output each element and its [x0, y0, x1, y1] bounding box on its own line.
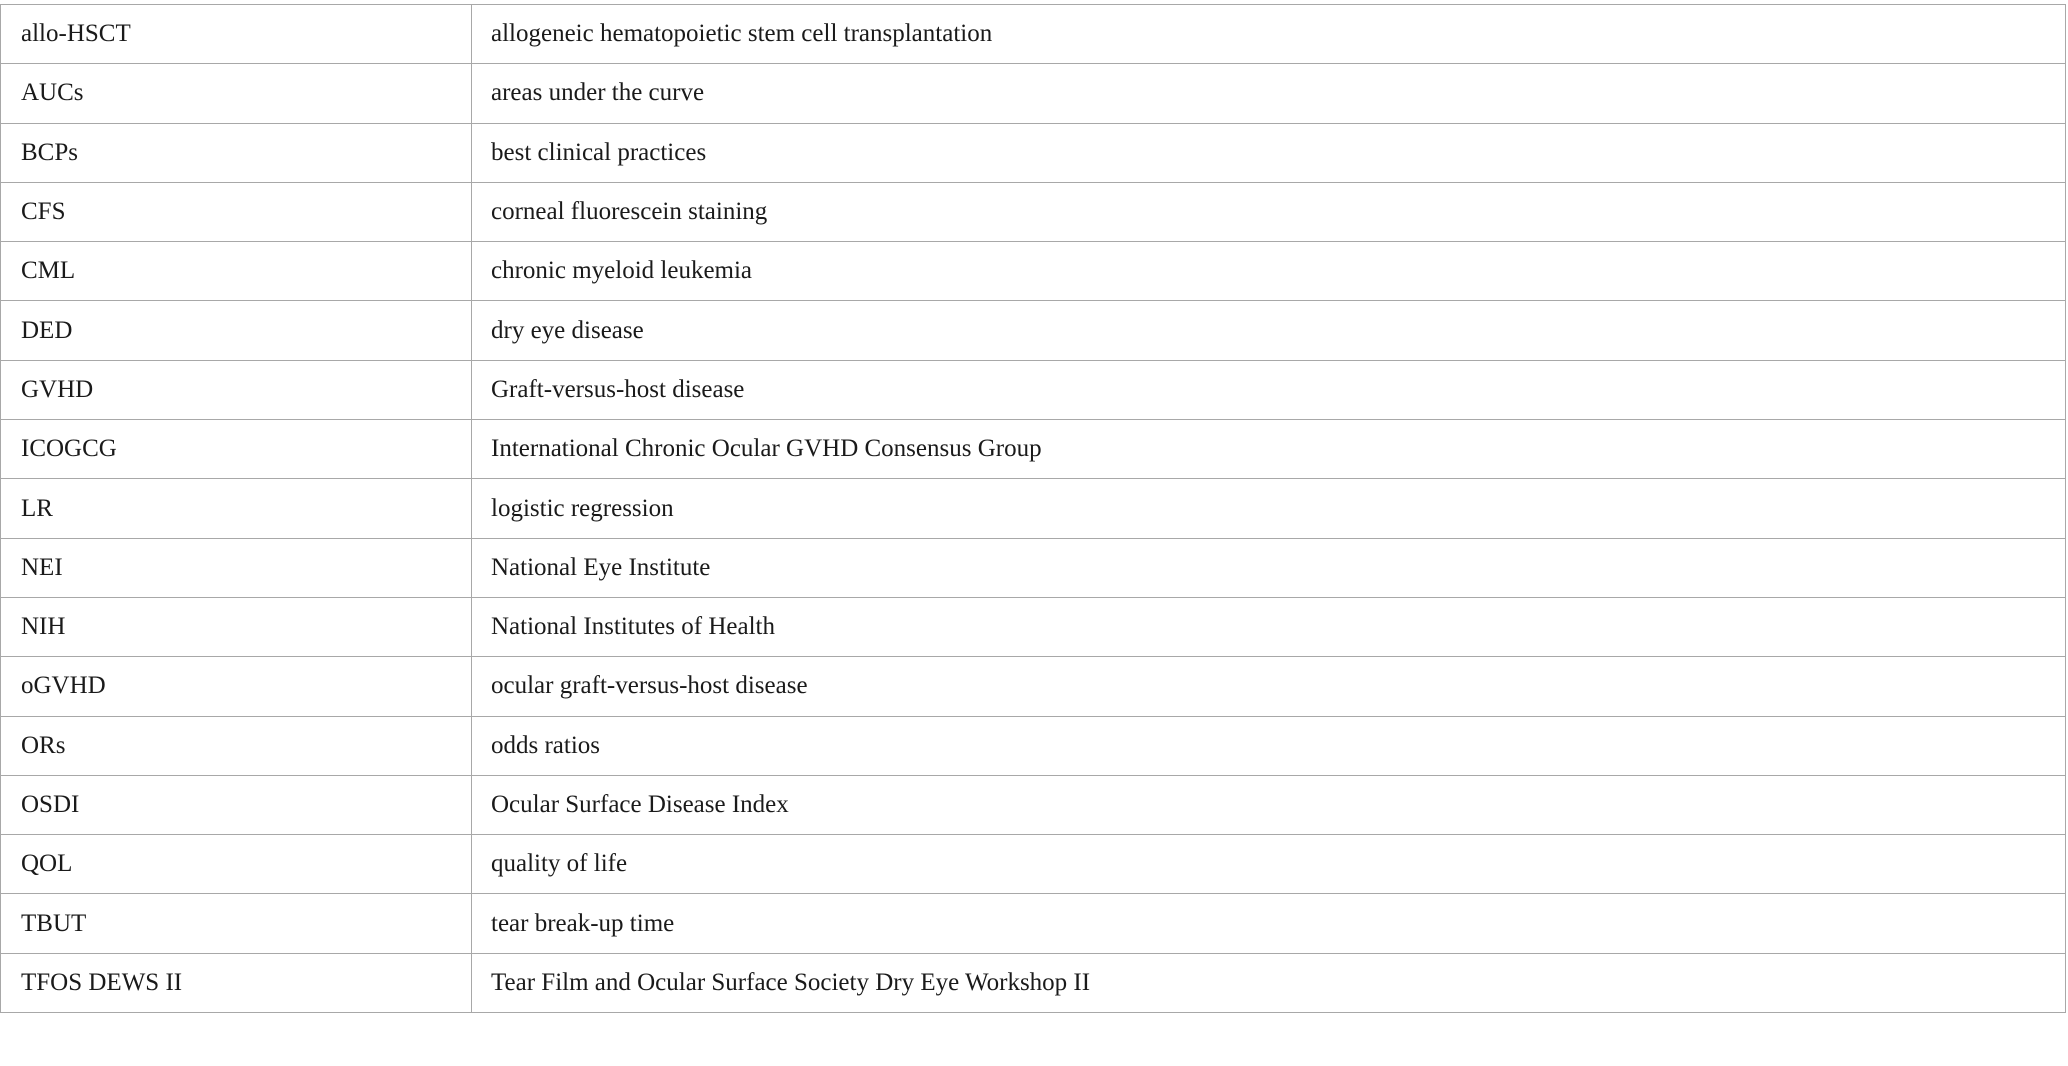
table-row — [1, 953, 2066, 1012]
abbreviation-cell: ICOGCG — [1, 420, 472, 479]
abbreviation-cell: BCPs — [1, 123, 472, 182]
table-row — [1, 894, 2066, 953]
table-row — [1, 597, 2066, 656]
table-row — [1, 242, 2066, 301]
table-row — [1, 657, 2066, 716]
abbreviation-cell: DED — [1, 301, 472, 360]
abbreviation-cell: NIH — [1, 597, 472, 656]
definition-cell: corneal fluorescein staining — [472, 182, 2066, 241]
table-row — [1, 123, 2066, 182]
abbreviation-cell: GVHD — [1, 360, 472, 419]
definition-cell: Graft-versus-host disease — [472, 360, 2066, 419]
abbreviation-cell: CFS — [1, 182, 472, 241]
table-row — [1, 420, 2066, 479]
definition-cell: areas under the curve — [472, 64, 2066, 123]
abbreviation-cell: OSDI — [1, 775, 472, 834]
table-row — [1, 182, 2066, 241]
abbreviation-cell: NEI — [1, 538, 472, 597]
table-row — [1, 479, 2066, 538]
definition-cell: dry eye disease — [472, 301, 2066, 360]
abbreviation-cell: oGVHD — [1, 657, 472, 716]
definition-cell: ocular graft-versus-host disease — [472, 657, 2066, 716]
abbreviation-cell: TFOS DEWS II — [1, 953, 472, 1012]
definition-cell: logistic regression — [472, 479, 2066, 538]
table-row — [1, 716, 2066, 775]
abbreviation-cell: TBUT — [1, 894, 472, 953]
definition-cell: Tear Film and Ocular Surface Society Dry Eye Workshop II — [472, 953, 2066, 1012]
definition-cell: best clinical practices — [472, 123, 2066, 182]
abbreviation-cell: LR — [1, 479, 472, 538]
definition-cell: quality of life — [472, 835, 2066, 894]
definition-cell: International Chronic Ocular GVHD Consensus Group — [472, 420, 2066, 479]
table-row — [1, 538, 2066, 597]
table-row — [1, 360, 2066, 419]
abbreviation-cell: allo-HSCT — [1, 5, 472, 64]
table-row — [1, 775, 2066, 834]
table-row — [1, 301, 2066, 360]
abbreviation-cell: CML — [1, 242, 472, 301]
abbreviation-cell: ORs — [1, 716, 472, 775]
table-row — [1, 64, 2066, 123]
definition-cell: chronic myeloid leukemia — [472, 242, 2066, 301]
definition-cell: Ocular Surface Disease Index — [472, 775, 2066, 834]
definition-cell: National Institutes of Health — [472, 597, 2066, 656]
abbreviations-table — [0, 4, 2066, 1013]
abbreviation-cell: QOL — [1, 835, 472, 894]
definition-cell: tear break-up time — [472, 894, 2066, 953]
abbreviation-cell: AUCs — [1, 64, 472, 123]
definition-cell: odds ratios — [472, 716, 2066, 775]
table-row — [1, 835, 2066, 894]
definition-cell: National Eye Institute — [472, 538, 2066, 597]
abbreviations-table-body — [1, 5, 2066, 1013]
table-row — [1, 5, 2066, 64]
definition-cell: allogeneic hematopoietic stem cell transplantation — [472, 5, 2066, 64]
